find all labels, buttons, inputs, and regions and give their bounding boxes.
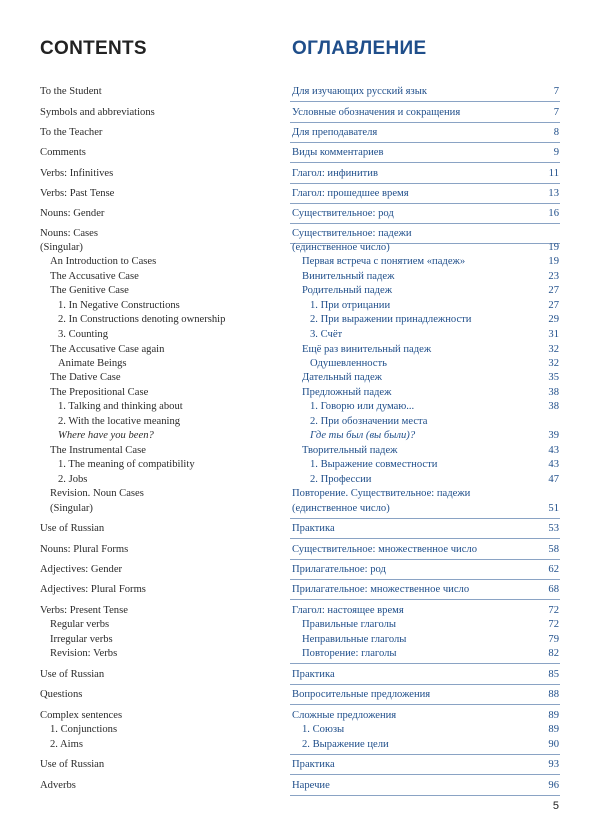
- toc-entry-en: Questions: [40, 689, 83, 700]
- toc-page-number: 19: [548, 256, 559, 267]
- toc-row: [0, 207, 600, 221]
- toc-divider: [290, 704, 560, 705]
- toc-row: [0, 738, 600, 752]
- toc-page-number: 93: [548, 759, 559, 770]
- toc-row: [0, 487, 600, 501]
- toc-entry-ru: Прилагательное: род: [292, 564, 386, 575]
- toc-entry-en: 2. With the locative meaning: [58, 416, 181, 427]
- toc-entry-en: Symbols and abbreviations: [40, 107, 155, 118]
- toc-entry-ru: 2. Профессии: [310, 474, 372, 485]
- toc-page-number: 96: [548, 780, 559, 791]
- toc-entry-en: 2. Jobs: [58, 474, 88, 485]
- toc-entry-en: 1. The meaning of compatibility: [58, 459, 195, 470]
- toc-row: [0, 758, 600, 772]
- toc-entry-en: Nouns: Gender: [40, 208, 105, 219]
- toc-page-number: 7: [553, 107, 559, 118]
- page-number: 5: [552, 800, 559, 812]
- toc-entry-ru: Существительное: род: [292, 208, 394, 219]
- toc-divider: [290, 142, 560, 143]
- toc-page-number: 39: [548, 430, 559, 441]
- toc-page-number: 29: [548, 314, 559, 325]
- toc-row: [0, 284, 600, 298]
- toc-entry-ru: Дательный падеж: [302, 372, 382, 383]
- contents-heading: CONTENTS: [40, 38, 147, 59]
- toc-entry-ru: Глагол: настоящее время: [292, 605, 404, 616]
- toc-entry-en: Where have you been?: [58, 430, 154, 441]
- toc-entry-en: To the Student: [40, 86, 102, 97]
- toc-row: [0, 709, 600, 723]
- toc-page-number: 38: [548, 387, 559, 398]
- toc-row: [0, 415, 600, 429]
- toc-entry-ru: (единственное число): [292, 503, 390, 514]
- toc-entry-ru: Глагол: прошедшее время: [292, 188, 409, 199]
- toc-entry-en: (Singular): [40, 242, 83, 253]
- toc-row: [0, 400, 600, 414]
- toc-page-number: 58: [548, 544, 559, 555]
- toc-divider: [290, 684, 560, 685]
- toc-entry-en: Use of Russian: [40, 669, 105, 680]
- toc-entry-en: Verbs: Past Tense: [40, 188, 115, 199]
- toc-divider: [290, 754, 560, 755]
- toc-entry-en: Verbs: Infinitives: [40, 168, 114, 179]
- toc-entry-ru: 1. Выражение совместности: [310, 459, 438, 470]
- toc-divider: [290, 518, 560, 519]
- toc-entry-ru: Одушевленность: [310, 358, 387, 369]
- toc-row: [0, 343, 600, 357]
- toc-entry-ru: 1. Союзы: [302, 724, 345, 735]
- toc-entry-ru: Глагол: инфинитив: [292, 168, 378, 179]
- toc-row: [0, 255, 600, 269]
- toc-divider: [290, 203, 560, 204]
- toc-page-number: 9: [553, 147, 559, 158]
- toc-row: [0, 473, 600, 487]
- toc-page-number: 72: [548, 605, 559, 616]
- toc-divider: [290, 663, 560, 664]
- toc-entry-ru: Повторение: глаголы: [302, 648, 397, 659]
- toc-row: [0, 85, 600, 99]
- toc-row: [0, 270, 600, 284]
- toc-page-number: 89: [548, 710, 559, 721]
- toc-page-number: 88: [548, 689, 559, 700]
- toc-row: [0, 371, 600, 385]
- toc-divider: [290, 223, 560, 224]
- toc-row: [0, 429, 600, 443]
- toc-page-number: 27: [548, 300, 559, 311]
- toc-page-number: 11: [548, 168, 559, 179]
- toc-page-number: 89: [548, 724, 559, 735]
- toc-row: [0, 187, 600, 201]
- toc-entry-en: Use of Russian: [40, 759, 105, 770]
- toc-row: [0, 668, 600, 682]
- toc-entry-en: (Singular): [50, 503, 93, 514]
- toc-row: [0, 647, 600, 661]
- toc-entry-en: Nouns: Cases: [40, 228, 98, 239]
- toc-page-number: 13: [548, 188, 559, 199]
- toc-page-number: 16: [548, 208, 559, 219]
- toc-entry-ru: 3. Счёт: [310, 329, 343, 340]
- toc-entry-ru: Практика: [292, 523, 335, 534]
- toc-entry-ru: Существительное: множественное число: [292, 544, 477, 555]
- toc-entry-en: Irregular verbs: [50, 634, 113, 645]
- toc-divider: [290, 183, 560, 184]
- toc-entry-en: 2. Aims: [50, 739, 83, 750]
- toc-page-number: 53: [548, 523, 559, 534]
- toc-page-number: 19: [548, 242, 559, 253]
- toc-entry-en: Revision. Noun Cases: [50, 488, 144, 499]
- toc-page-number: 82: [548, 648, 559, 659]
- toc-entry-en: Complex sentences: [40, 710, 123, 721]
- toc-entry-ru: Для изучающих русский язык: [292, 86, 427, 97]
- toc-divider: [290, 774, 560, 775]
- toc-row: [0, 386, 600, 400]
- toc-entry-ru: Творительный падеж: [302, 445, 398, 456]
- toc-row: [0, 313, 600, 327]
- toc-row: [0, 357, 600, 371]
- toc-page-number: 23: [548, 271, 559, 282]
- toc-entry-en: 2. In Constructions denoting ownership: [58, 314, 226, 325]
- toc-entry-ru: Первая встреча с понятием «падеж»: [302, 256, 466, 267]
- toc-divider: [290, 162, 560, 163]
- toc-row: [0, 563, 600, 577]
- toc-row: [0, 688, 600, 702]
- toc-entry-ru: Практика: [292, 669, 335, 680]
- toc-entry-en: Adjectives: Plural Forms: [40, 584, 146, 595]
- toc-entry-en: The Genitive Case: [50, 285, 129, 296]
- toc-entry-en: 1. Talking and thinking about: [58, 401, 183, 412]
- toc-page-number: 90: [548, 739, 559, 750]
- toc-row: [0, 543, 600, 557]
- toc-entry-en: The Dative Case: [50, 372, 121, 383]
- toc-entry-ru: Неправильные глаголы: [302, 634, 407, 645]
- toc-entry-en: Verbs: Present Tense: [40, 605, 128, 616]
- toc-entry-ru: Вопросительные предложения: [292, 689, 431, 700]
- toc-entry-ru: 1. Говорю или думаю...: [310, 401, 415, 412]
- toc-entry-en: Adjectives: Gender: [40, 564, 123, 575]
- toc-entry-en: The Accusative Case again: [50, 344, 165, 355]
- toc-divider: [290, 795, 560, 796]
- toc-entry-ru: 1. При отрицании: [310, 300, 391, 311]
- toc-page-number: 38: [548, 401, 559, 412]
- toc-entry-en: 1. In Negative Constructions: [58, 300, 180, 311]
- toc-entry-en: Comments: [40, 147, 86, 158]
- toc-page-number: 35: [548, 372, 559, 383]
- toc-row: [0, 458, 600, 472]
- toc-entry-en: The Instrumental Case: [50, 445, 146, 456]
- toc-entry-ru: Практика: [292, 759, 335, 770]
- toc-page-number: 43: [548, 459, 559, 470]
- toc-entry-ru: Наречие: [292, 780, 330, 791]
- toc-entry-en: Adverbs: [40, 780, 76, 791]
- toc-entry-ru: 2. Выражение цели: [302, 739, 389, 750]
- toc-row: [0, 106, 600, 120]
- toc-entry-ru: Условные обозначения и сокращения: [292, 107, 461, 118]
- toc-page-number: 47: [548, 474, 559, 485]
- toc-page-number: 43: [548, 445, 559, 456]
- toc-page-number: 72: [548, 619, 559, 630]
- toc-page-number: 8: [553, 127, 559, 138]
- toc-entry-ru: Родительный падеж: [302, 285, 393, 296]
- toc-row: [0, 299, 600, 313]
- toc-divider: [290, 559, 560, 560]
- toc-row: [0, 167, 600, 181]
- toc-row: [0, 227, 600, 241]
- toc-entry-en: Regular verbs: [50, 619, 110, 630]
- toc-entry-ru: Ещё раз винительный падеж: [302, 344, 432, 355]
- toc-entry-en: Use of Russian: [40, 523, 105, 534]
- toc-entry-ru: Винительный падеж: [302, 271, 395, 282]
- toc-row: [0, 633, 600, 647]
- toc-entry-en: The Accusative Case: [50, 271, 139, 282]
- toc-divider: [290, 122, 560, 123]
- toc-entry-ru: 2. При обозначении места: [310, 416, 428, 427]
- toc-entry-en: Nouns: Plural Forms: [40, 544, 129, 555]
- toc-entry-ru: Виды комментариев: [292, 147, 384, 158]
- toc-row: [0, 583, 600, 597]
- toc-row: [0, 604, 600, 618]
- toc-row: [0, 146, 600, 160]
- toc-page-number: 68: [548, 584, 559, 595]
- toc-divider: [290, 538, 560, 539]
- toc-page-number: 32: [548, 344, 559, 355]
- toc-entry-en: An Introduction to Cases: [50, 256, 157, 267]
- toc-row: [0, 618, 600, 632]
- toc-entry-ru: Для преподавателя: [292, 127, 378, 138]
- toc-row: [0, 444, 600, 458]
- toc-row: [0, 723, 600, 737]
- toc-entry-en: To the Teacher: [40, 127, 103, 138]
- contents-heading-ru: ОГЛАВЛЕНИЕ: [292, 38, 427, 59]
- toc-entry-ru: Прилагательное: множественное число: [292, 584, 470, 595]
- toc-entry-ru: Где ты был (вы были)?: [310, 430, 416, 441]
- toc-page-number: 51: [548, 503, 559, 514]
- toc-entry-en: The Prepositional Case: [50, 387, 149, 398]
- toc-page-number: 62: [548, 564, 559, 575]
- toc-row: [0, 241, 600, 255]
- toc-row: [0, 502, 600, 516]
- toc-entry-en: Animate Beings: [58, 358, 127, 369]
- toc-entry-ru: Повторение. Существительное: падежи: [292, 488, 471, 499]
- toc-row: [0, 522, 600, 536]
- toc-page-number: 27: [548, 285, 559, 296]
- toc-row: [0, 328, 600, 342]
- toc-row: [0, 779, 600, 793]
- toc-entry-ru: Правильные глаголы: [302, 619, 397, 630]
- toc-row: [0, 126, 600, 140]
- toc-entry-ru: Предложный падеж: [302, 387, 392, 398]
- toc-entry-en: 3. Counting: [58, 329, 109, 340]
- toc-page-number: 79: [548, 634, 559, 645]
- toc-divider: [290, 101, 560, 102]
- toc-entry-en: 1. Conjunctions: [50, 724, 118, 735]
- toc-entry-ru: 2. При выражении принадлежности: [310, 314, 472, 325]
- toc-entry-ru: Существительное: падежи: [292, 228, 412, 239]
- toc-entry-en: Revision: Verbs: [50, 648, 118, 659]
- toc-entry-ru: (единственное число): [292, 242, 390, 253]
- toc-entry-ru: Сложные предложения: [292, 710, 397, 721]
- toc-page-number: 32: [548, 358, 559, 369]
- toc-page-number: 31: [548, 329, 559, 340]
- toc-divider: [290, 599, 560, 600]
- toc-page-number: 7: [553, 86, 559, 97]
- toc-divider: [290, 579, 560, 580]
- toc-page-number: 85: [548, 669, 559, 680]
